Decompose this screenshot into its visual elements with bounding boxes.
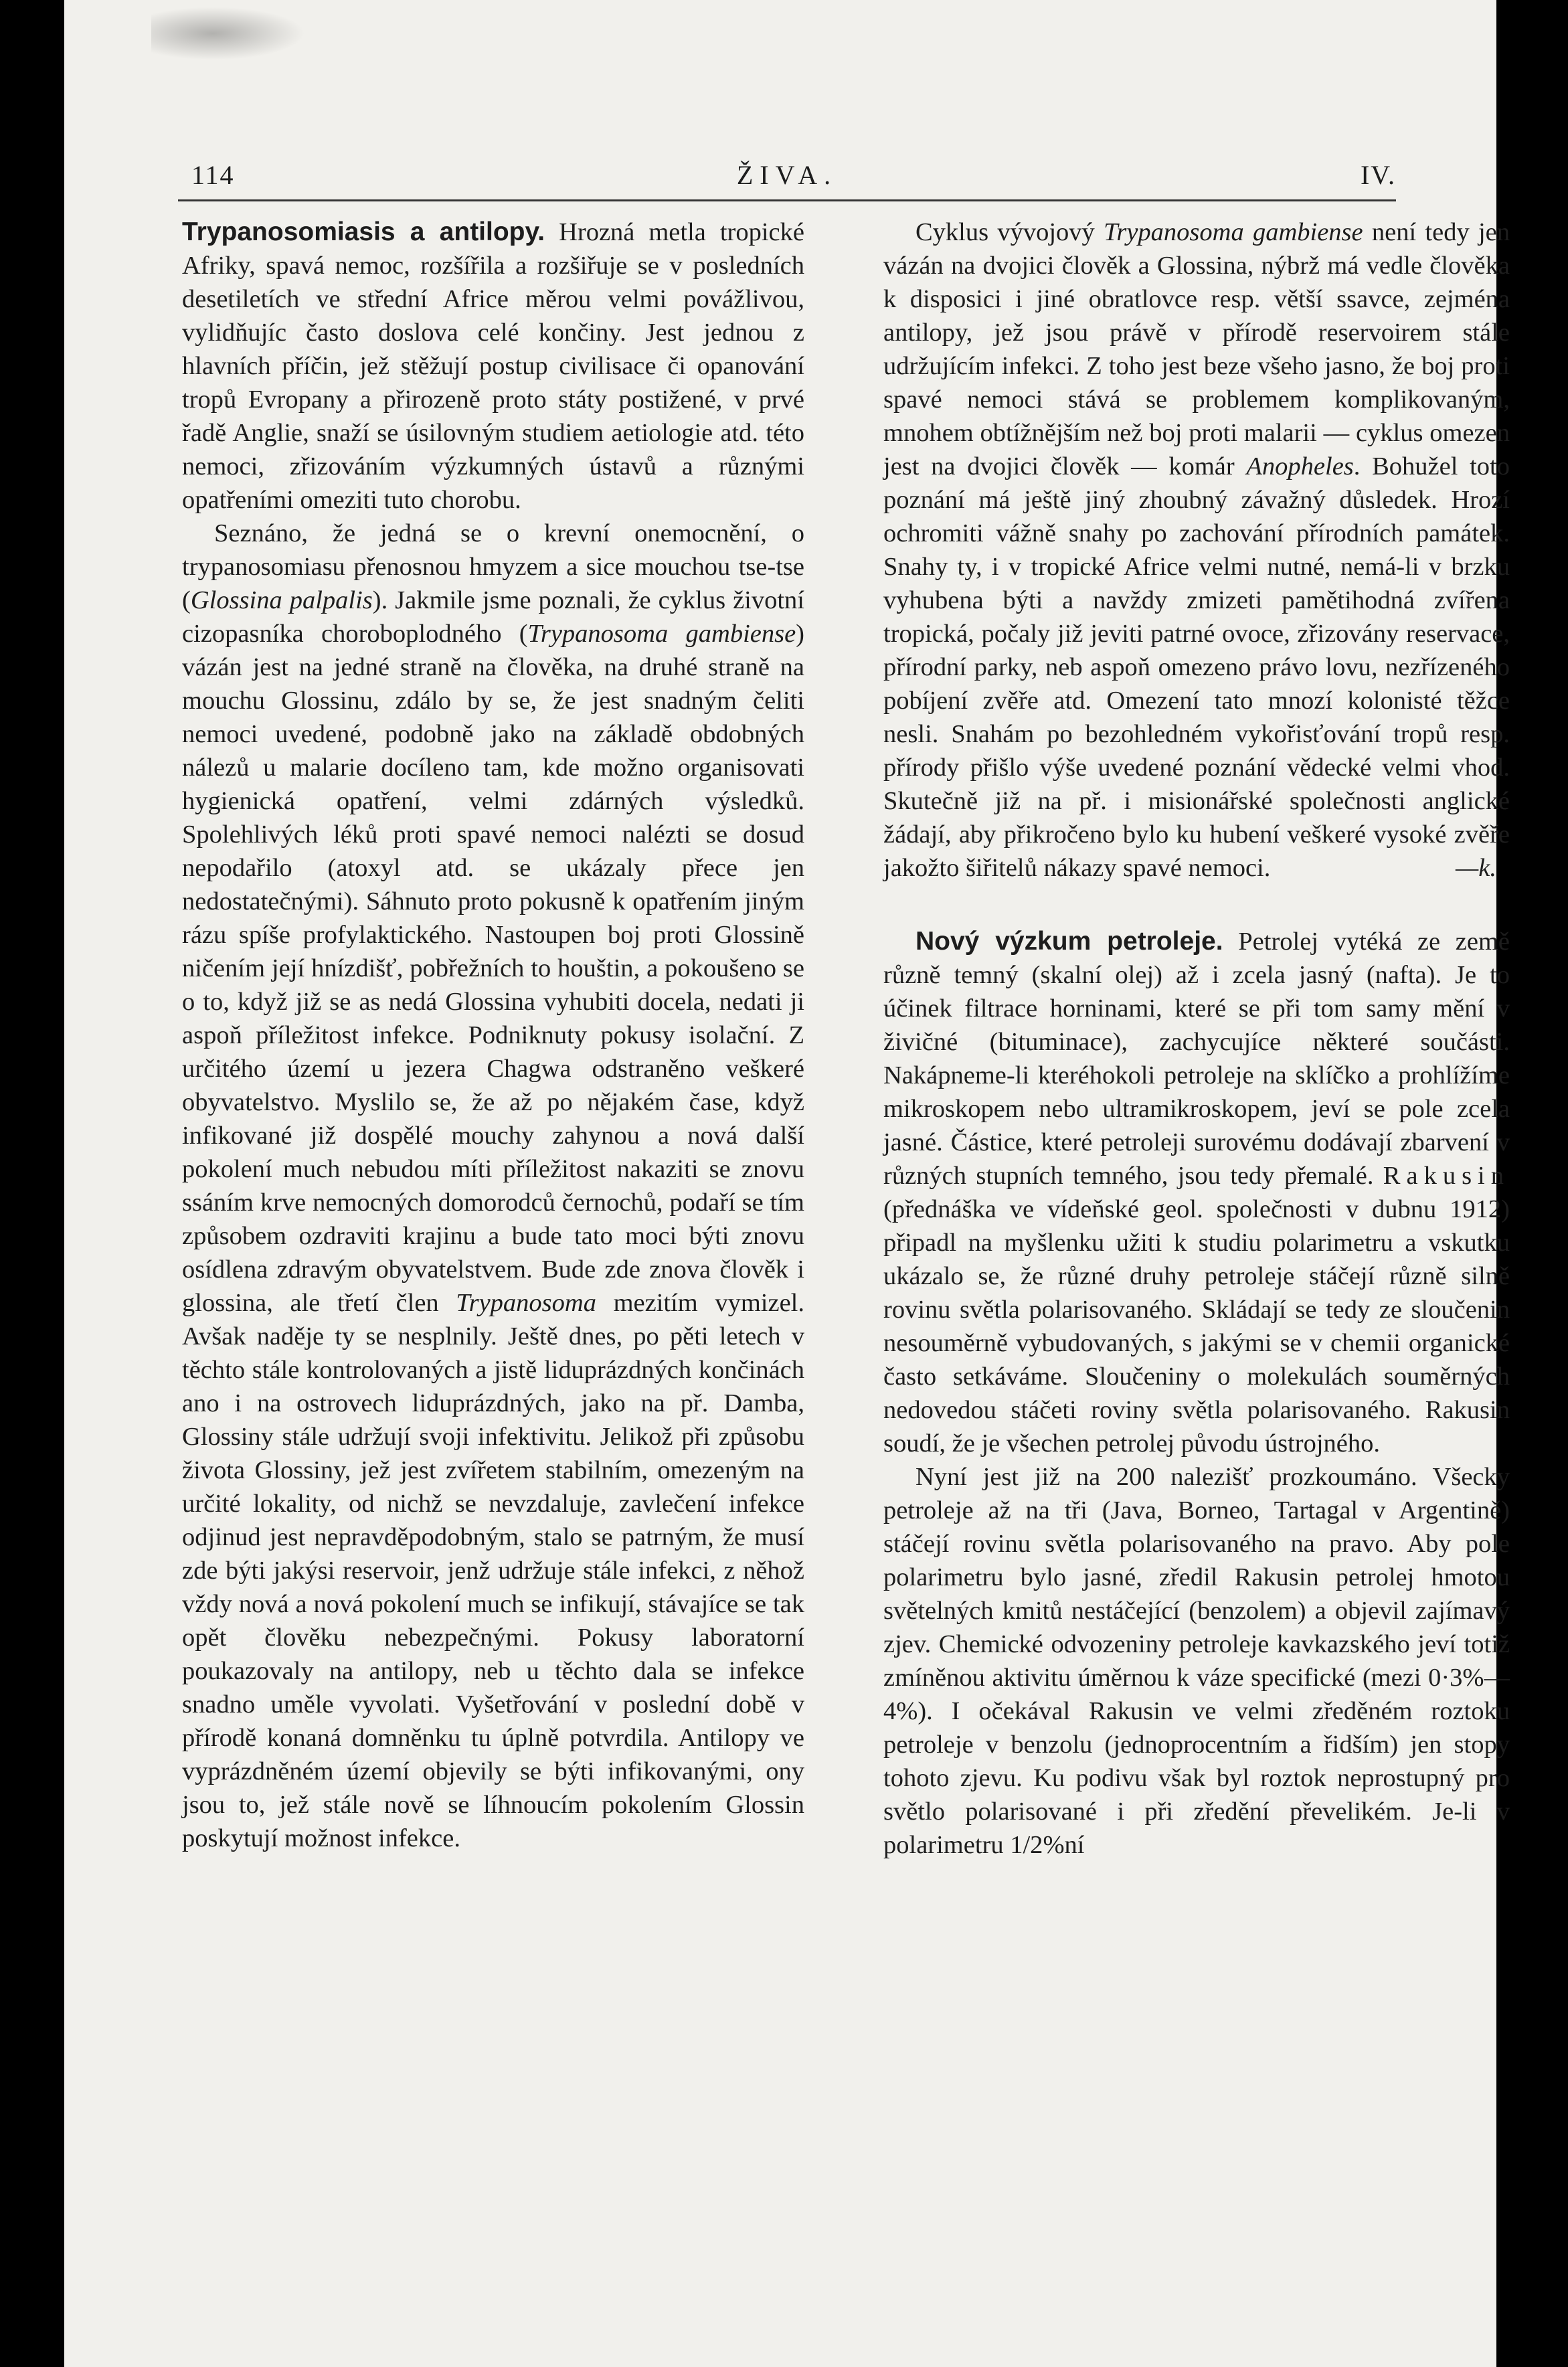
text-run: není tedy jen vázán na dvojici člověk a Glossina, nýbrž má vedle člověka k disposici i jiné obratlovce resp. větší ssavce, zejména antilopy, jež jsou právě v přírodě reservoirem stále udržujícím infekci. Z toho jest beze všeho jasno, že boj proti spavé nemoci stává se problemem komplikovaným, mnohem obtížnějším než boj proti malarii — cyklus omezen jest na dvojici člověk — komár	[883, 218, 1510, 480]
article2-paragraph-2	[883, 1460, 1510, 1862]
article-gap	[883, 885, 1510, 925]
spaced-name: Rakusin	[1383, 1162, 1510, 1190]
journal-title: ŽIVA.	[736, 160, 838, 190]
article1-signature: —k.	[1456, 854, 1496, 882]
italic-term: Trypanosoma gambiense	[527, 620, 796, 648]
right-column	[883, 215, 1510, 1862]
italic-term: Trypanosoma	[456, 1289, 596, 1317]
article2-heading: Nový výzkum petroleje.	[916, 927, 1223, 956]
text-run: %ní	[1043, 1831, 1085, 1859]
article1-paragraph-3	[883, 215, 1510, 885]
volume-number: IV.	[1360, 160, 1396, 190]
scanned-page	[64, 0, 1510, 2367]
left-column	[182, 215, 804, 1855]
article2-paragraph-1	[883, 925, 1510, 1460]
fraction: 1/2	[1010, 1831, 1043, 1859]
article1-paragraph-2	[182, 517, 804, 1855]
text-run: mezitím vymizel. Avšak naděje ty se nesplnily. Ještě dnes, po pěti letech v těchto stále kontrolovaných a jistě liduprázdných končinách ano i na ostrovech liduprázdných, jako na př. Damba, Glossiny stále udržují svoji infektivitu. Jelikož při způsobu života Glossiny, jež jest zvířetem stabilním, omezeným na určité lokality, od nichž se nevzdaluje, zavlečení infekce odjinud jest nepravděpodobným, stalo se patrným, že musí zde býti jakýsi reservoir, jenž udržuje stále infekci, z něhož vždy nová a nová pokolení much se infikují, stávajíce se tak opět člověku nebezpečnými. Pokusy laboratorní poukazovaly na antilopy, neb u těchto dala se infekce snadno uměle vyvolati. Vyšetřování v poslední době v přírodě konaná domněnku tu úplně potvrdila. Antilopy ve vyprázdněném území objevily se býti infikovanými, ony jsou to, jež stále nově se líhnoucím pokolením Glossin poskytují možnost infekce.	[182, 1289, 804, 1852]
text-run: . Bohužel toto poznání má ještě jiný zhoubný závažný důsledek. Hrozí ochromiti vážně snahy po zachování přírodních památek. Snahy ty, i v tropické Africe velmi nutné, nemá-li v brzku vyhubena býti a navždy zmizeti pamětihodná zvířena tropická, počaly již jeviti patrné ovoce, zřizovány reservace, přírodní parky, neb aspoň omezeno právo lovu, nezřízeného pobíjení zvěře atd. Omezení tato mnozí kolonisté těžce nesli. Snahám po bezohledném vykořisťování tropů resp. přírody přišlo výše uvedené poznání vědecké velmi vhod. Skutečně již na př. i misionářské společnosti anglické žádají, aby přikročeno bylo ku hubení veškeré vysoké zvěře jakožto šiřitelů nákazy spavé nemoci.	[883, 452, 1510, 882]
running-header	[178, 159, 1396, 199]
article1-heading: Trypanosomiasis a antilopy.	[182, 217, 545, 246]
scan-smudge	[151, 7, 305, 60]
text-run: ). Jakmile jsme poznali, že cyklus životní cizopasníka choroboplodného (	[182, 586, 805, 648]
text-run: Seznáno, že jedná se o krevní onemocnění, o trypanosomiasu přenosnou hmyzem a sice mouchou tse-tse (	[182, 519, 804, 614]
italic-term: Anopheles	[1246, 452, 1354, 480]
article1-p1-text: Hrozná metla tropické Afriky, spavá nemoc, rozšířila a rozšiřuje se v posledních desetiletích ve střední Africe měrou velmi povážlivou, vylidňujíc často doslova celé končiny. Jest jednou z hlavních příčin, jež stěžují postup civilisace či opanování tropů Evropany a přirozeně proto státy postižené, v prvé řadě Anglie, snaží se úsilovným studiem aetiologie atd. této nemoci, zřizováním výzkumných ústavů a různými opatřeními omeziti tuto chorobu.	[182, 218, 804, 514]
italic-term: Glossina palpalis	[190, 586, 373, 614]
text-run: Petrolej vytéká ze země různě temný (skalní olej) až i zcela jasný (nafta). Je to účinek filtrace horninami, které se při tom samy mění v živičné (bituminace), zachycujíce některé součásti. Nakápneme-li kteréhokoli petroleje na sklíčko a prohlížíme mikroskopem nebo ultramikroskopem, jeví se pole zcela jasné. Částice, které petroleji surovému dodávají zbarvení v různých stupních temného, jsou tedy přemalé.	[883, 928, 1510, 1190]
text-run: Nyní jest již na 200 nalezišť prozkoumáno. Všecky petroleje až na tři (Java, Borneo, Tartagal v Argentině) stáčejí rovinu světla polarisovaného na pravo. Aby pole polarimetru bylo jasné, zředil Rakusin petrolej hmotou světelných kmitů nestáčející (benzolem) a objevil zajímavý zjev. Chemické odvozeniny petroleje kavkazského jeví totiž zmíněnou aktivitu úměrnou k váze specifické (mezi 0·3%—4%). I očekával Rakusin ve velmi zředěném roztoku petroleje v benzolu (jednoprocentním a řidším) jen stopy tohoto zjevu. Ku podivu však byl roztok neprostupný pro světlo polarisované i při zředění převelikém. Je-li v polarimetru	[883, 1463, 1510, 1859]
page-number: 114	[191, 160, 235, 190]
text-run: (přednáška ve vídeňské geol. společnosti v dubnu 1912) připadl na myšlenku užiti k studiu polarimetru a vskutku ukázalo se, že různé druhy petroleje stáčejí různě silně rovinu světla polarisovaného. Skládají se tedy ze sloučenin nesouměrně vybudovaných, s jakými se v chemii organické často setkáváme. Sloučeniny o molekulách souměrných nedovedou stáčeti roviny světla polarisovaného. Rakusin soudí, že je všechen petrolej původu ústrojného.	[883, 1195, 1510, 1458]
header-rule	[178, 199, 1396, 201]
italic-term: Trypanosoma gambiense	[1104, 218, 1363, 246]
text-run: ) vázán jest na jedné straně na člověka, na druhé straně na mouchu Glossinu, zdálo by se, že jest snadným čeliti nemoci uvedené, podobně jako na základě obdobných nálezů u malarie docíleno tam, kde možno organisovati hygienická opatření, velmi zdárných výsledků. Spolehlivých léků proti spavé nemoci nalézti se dosud nepodařilo (atoxyl atd. se ukázaly přece jen nedostatečnými). Sáhnuto proto pokusně k opatřením jiným rázu spíše profylaktického. Nastoupen boj proti Glossině ničením její hnízdišť, pobřežních to houštin, a pokoušeno se o to, když již se as nedá Glossina vyhubiti docela, nedati ji aspoň příležitost infekce. Podniknuty pokusy isolační. Z určitého území u jezera Chagwa odstraněno veškeré obyvatelstvo. Myslilo se, že až po nějakém čase, když infikované již dospělé mouchy zahynou a nová další pokolení much nebudou míti příležitost nakaziti se znovu ssáním krve nemocných domorodců černochů, podaří se tím způsobem ozdraviti krajinu a bude tato moci býti znovu osídlena zdravým obyvatelstvem. Bude zde znova člověk i glossina, ale třetí člen	[182, 620, 804, 1317]
text-run: Cyklus vývojový	[916, 218, 1104, 246]
article1-paragraph-1	[182, 215, 804, 517]
